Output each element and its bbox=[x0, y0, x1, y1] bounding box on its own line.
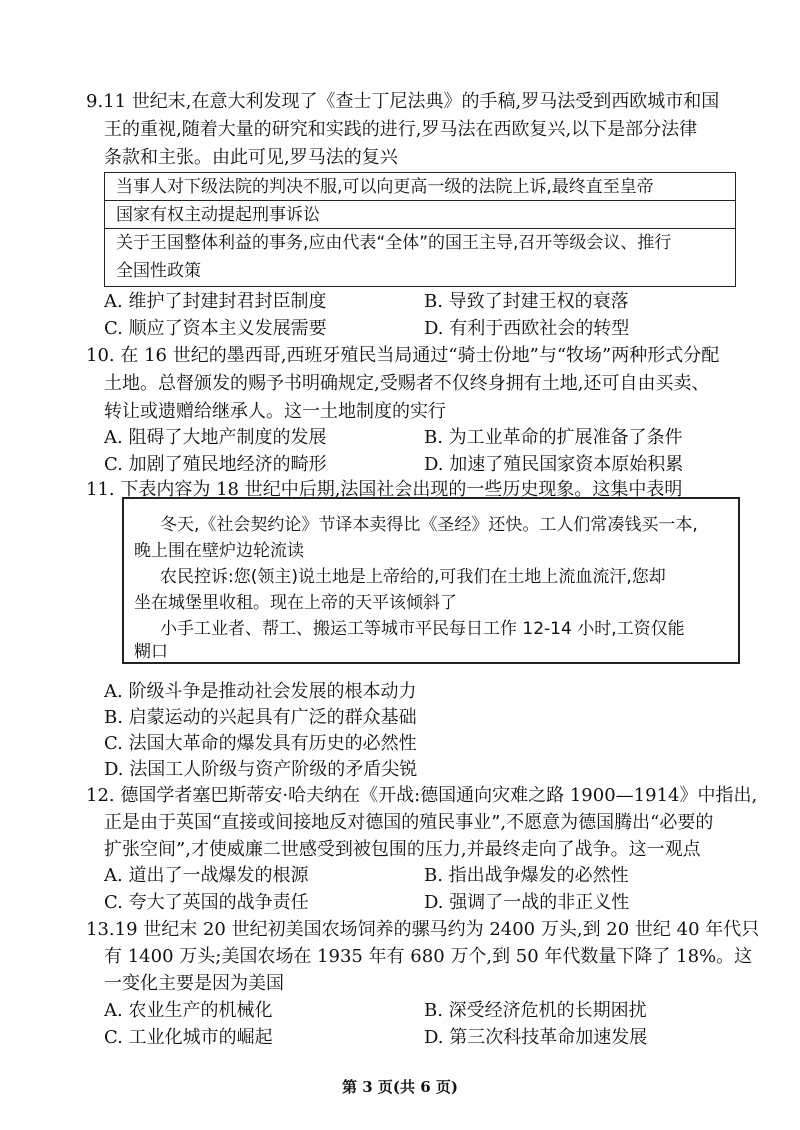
q9-table-row3a: 关于王国整体利益的事务,应由代表“全体”的国王主导,召开等级会议、推行 bbox=[116, 233, 672, 253]
q9-option-c: C. 顺应了资本主义发展需要 bbox=[104, 318, 327, 339]
q9-stem-line1: 9.11 世纪末,在意大利发现了《查士丁尼法典》的手稿,罗马法受到西欧城市和国 bbox=[86, 91, 720, 112]
q12-option-d: D. 强调了一战的非正义性 bbox=[424, 892, 630, 913]
q13-option-a: A. 农业生产的机械化 bbox=[104, 1000, 273, 1021]
q11-box-line2: 晚上围在壁炉边轮流读 bbox=[134, 541, 304, 561]
q9-table-row2: 国家有权主动提起刑事诉讼 bbox=[116, 205, 320, 225]
q11-option-a: A. 阶级斗争是推动社会发展的根本动力 bbox=[104, 681, 417, 702]
q9-stem-line2: 王的重视,随着大量的研究和实践的进行,罗马法在西欧复兴,以下是部分法律 bbox=[104, 119, 698, 140]
q10-stem-line2: 土地。总督颁发的赐予书明确规定,受赐者不仅终身拥有土地,还可自由买卖、 bbox=[104, 373, 710, 394]
q11-box-line1: 冬天,《社会契约论》节译本卖得比《圣经》还快。工人们常凑钱买一本, bbox=[160, 515, 698, 535]
q13-option-c: C. 工业化城市的崛起 bbox=[104, 1027, 273, 1048]
table-divider bbox=[105, 200, 735, 201]
q10-option-b: B. 为工业革命的扩展准备了条件 bbox=[424, 427, 683, 448]
q10-option-a: A. 阻碍了大地产制度的发展 bbox=[104, 427, 327, 448]
q10-option-c: C. 加剧了殖民地经济的畸形 bbox=[104, 454, 327, 475]
q12-option-b: B. 指出战争爆发的必然性 bbox=[424, 865, 629, 886]
q11-option-c: C. 法国大革命的爆发具有历史的必然性 bbox=[104, 733, 417, 754]
q9-option-a: A. 维护了封建封君封臣制度 bbox=[104, 291, 327, 312]
q11-box-line4: 坐在城堡里收租。现在上帝的天平该倾斜了 bbox=[134, 593, 457, 613]
q12-stem-line2: 正是由于英国“直接或间接地反对德国的殖民事业”,不愿意为德国腾出“必要的 bbox=[104, 812, 714, 833]
q13-option-b: B. 深受经济危机的长期困扰 bbox=[424, 1000, 647, 1021]
q9-stem-line3: 条款和主张。由此可见,罗马法的复兴 bbox=[104, 147, 398, 168]
q11-stem-line1: 11. 下表内容为 18 世纪中后期,法国社会出现的一些历史现象。这集中表明 bbox=[86, 479, 683, 500]
q9-option-b: B. 导致了封建王权的衰落 bbox=[424, 291, 629, 312]
q12-stem-line1: 12. 德国学者塞巴斯蒂安·哈夫纳在《开战:德国通向灾难之路 1900—1914》中指出, bbox=[86, 785, 758, 806]
q13-option-d: D. 第三次科技革命加速发展 bbox=[424, 1027, 648, 1048]
q12-option-c: C. 夸大了英国的战争责任 bbox=[104, 892, 309, 913]
q10-stem-line1: 10. 在 16 世纪的墨西哥,西班牙殖民当局通过“骑士份地”与“牧场”两种形式分配 bbox=[86, 345, 720, 366]
q9-table-row1: 当事人对下级法院的判决不服,可以向更高一级的法院上诉,最终直至皇帝 bbox=[116, 177, 654, 197]
q12-stem-line3: 扩张空间”,才使威廉二世感受到被包围的压力,并最终走向了战争。这一观点 bbox=[104, 839, 701, 860]
q11-box-line3: 农民控诉:您(领主)说土地是上帝给的,可我们在土地上流血流汗,您却 bbox=[160, 567, 666, 587]
page-number-footer: 第 3 页(共 6 页) bbox=[342, 1078, 458, 1096]
q13-stem-line3: 一变化主要是因为美国 bbox=[104, 973, 284, 994]
q11-option-d: D. 法国工人阶级与资产阶级的矛盾尖锐 bbox=[104, 759, 418, 780]
q10-stem-line3: 转让或遗赠给继承人。这一土地制度的实行 bbox=[104, 401, 446, 422]
q9-table-row3b: 全国性政策 bbox=[116, 261, 201, 281]
q9-option-d: D. 有利于西欧社会的转型 bbox=[424, 318, 630, 339]
q13-stem-line1: 13.19 世纪末 20 世纪初美国农场饲养的骡马约为 2400 万头,到 20 世纪 40 年代只 bbox=[86, 919, 760, 940]
q11-option-b: B. 启蒙运动的兴起具有广泛的群众基础 bbox=[104, 707, 417, 728]
q10-option-d: D. 加速了殖民国家资本原始积累 bbox=[424, 454, 684, 475]
q13-stem-line2: 有 1400 万头;美国农场在 1935 年有 680 万个,到 50 年代数量下降了 18%。这 bbox=[104, 946, 753, 967]
table-divider bbox=[105, 228, 735, 229]
q11-box-line6: 糊口 bbox=[134, 642, 168, 662]
q12-option-a: A. 道出了一战爆发的根源 bbox=[104, 865, 309, 886]
q11-box-line5: 小手工业者、帮工、搬运工等城市平民每日工作 12-14 小时,工资仅能 bbox=[160, 619, 685, 639]
